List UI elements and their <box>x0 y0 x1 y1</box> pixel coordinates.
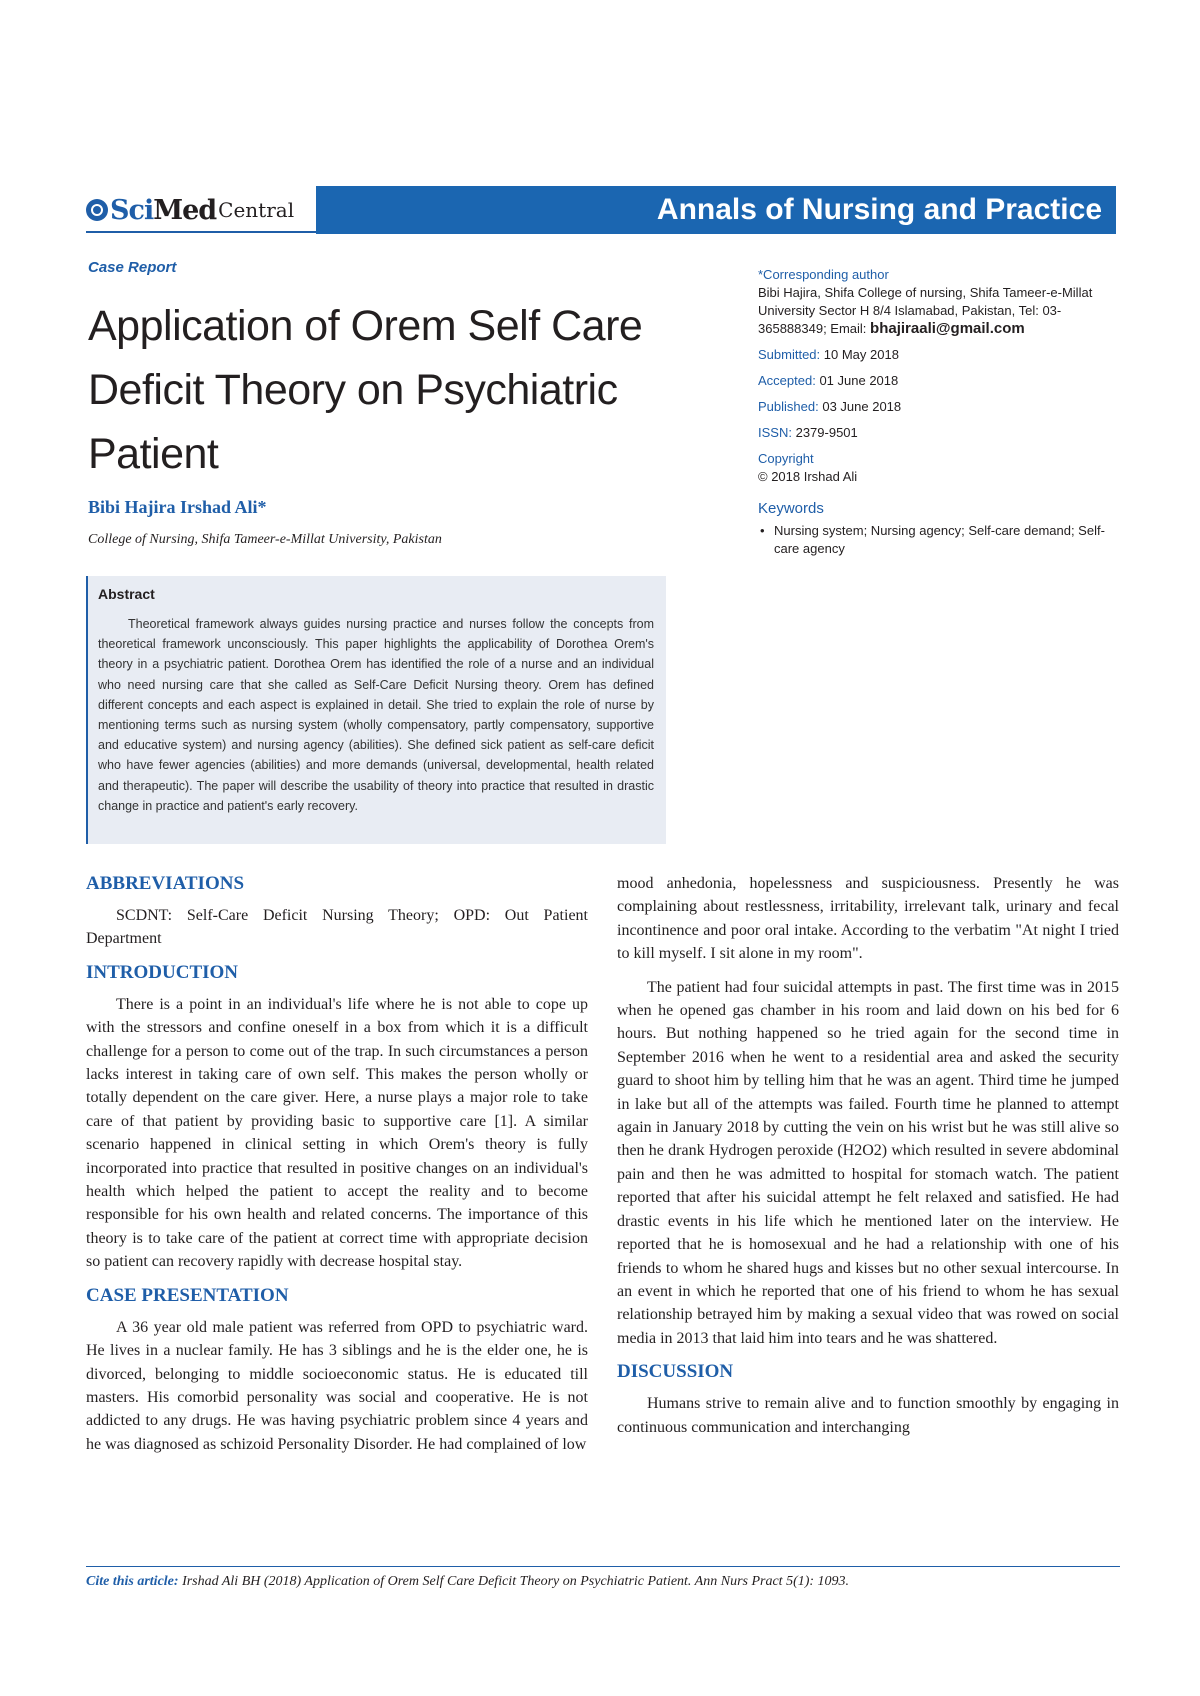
copyright-value: © 2018 Irshad Ali <box>758 469 858 484</box>
cite-label: Cite this article: <box>86 1574 179 1589</box>
logo-central: Central <box>218 198 295 222</box>
introduction-heading: INTRODUCTION <box>86 961 239 983</box>
citation <box>86 1574 849 1590</box>
logo-sci: Sci <box>110 194 154 226</box>
submitted-date <box>758 346 1120 364</box>
keywords-label: Keywords <box>758 500 824 517</box>
suicidal-attempts-text: The patient had four suicidal attempts in past. The first time was in 2015 when he opened gas chamber in his room and laid down on his bed for 6 hours. But nothing happened so he tried again for the second time in September 2016 when he went to a residential area and asked the security guard to shoot him by telling him that he was an agent. Third time he jumped in lake but all of the attempts was failed. Fourth time he planned to attempt again in January 2018 by cutting the vein on his wrist but he was still alive so then he drank Hydrogen peroxide (H2O2) which resulted in severe abdominal pain and then he was admitted to hospital for stomach watch. The patient reported that after his suicidal attempt he felt relaxed and satisfied. He had drastic events in his life which he mentioned later on the interview. He reported that he is homosexual and he had a relationship with one of his friends to whom he shared hugs and kisses but no other sexual intercourse. In an event in which he reported that one of his friend to whom he has sexual relationship betrayed him by making a sexual video that was rowed on social media in 2013 that laid him into tears and he was shattered. <box>617 978 1119 1347</box>
published-value: 03 June 2018 <box>822 399 902 414</box>
case-presentation-text: A 36 year old male patient was referred from OPD to psychiatric ward. He lives in a nuclear family. He has 3 siblings and he is the elder one, he is divorced, belonging to middle socioeconomic status. He is educated till masters. His comorbid personality was social and cooperative. He is not addicted to any drugs. He was having psychiatric problem since 4 years and he was diagnosed as schizoid Personality Disorder. He had complained of low <box>86 1318 588 1453</box>
footer-rule <box>86 1566 1120 1567</box>
accepted-label: Accepted: <box>758 373 816 388</box>
abstract-text: Theoretical framework always guides nursing practice and nurses follow the concepts from theoretical framework unconsciously. This paper highlights the applicability of Dorothea Orem's theory in a psychiatric patient. Dorothea Orem has identified the role of a nurse and an individual who need nursing care that she called as Self-Care Deficit Nursing theory. Orem has defined different concepts and each aspect is explained in detail. She tried to explain the role of nurse by mentioning terms such as nursing system (wholly compensatory, partly compensatory, supportive and educative system) and nursing agency (abilities). She defined sick patient as self-care deficit who have fewer agencies (abilities) and more demands (universal, developmental, health related and therapeutic). The paper will describe the usability of theory into practice that resulted in drastic change in practice and patient's early recovery. <box>98 617 654 813</box>
abstract-title: Abstract <box>98 586 155 602</box>
author-email[interactable]: bhajiraali@gmail.com <box>870 320 1025 337</box>
logo-underline <box>86 231 318 233</box>
article-title: Application of Orem Self Care Deficit Theory on Psychiatric Patient <box>88 302 643 478</box>
logo-med: Med <box>153 194 217 226</box>
issn <box>758 424 1120 442</box>
published-label: Published: <box>758 399 819 414</box>
publisher-logo <box>86 186 294 234</box>
body-right-column <box>617 872 1119 1449</box>
abstract-box <box>86 576 666 844</box>
copyright-label: Copyright <box>758 451 814 466</box>
case-presentation-heading: CASE PRESENTATION <box>86 1284 289 1306</box>
abbreviations-text: SCDNT: Self-Care Deficit Nursing Theory; OPD: Out Patient Department <box>86 907 588 948</box>
case-presentation-continued: mood anhedonia, hopelessness and suspiciousness. Presently he was complaining about restlessness, irritability, irrelevant talk, urinary and fecal incontinence and poor oral intake. According to the verbatim "At night I tried to kill myself. I sit alone in my room". <box>617 875 1119 963</box>
issn-value: 2379-9501 <box>795 425 858 440</box>
corresponding-label: *Corresponding author <box>758 267 889 282</box>
corresponding-author <box>758 266 1120 338</box>
keywords-list <box>758 522 1120 558</box>
introduction-text: There is a point in an individual's life where he is not able to cope up with the stressors and confine oneself in a box from which it is a difficult challenge for a person to come out of the trap. In such circumstances a person lacks interest in taking care of own self. This makes the person wholly or totally dependent on the care giver. Here, a nurse plays a major role to take care of that patient by providing basic to supportive care [1]. A similar scenario happened in clinical setting in which Orem's theory is fully incorporated into practice that resulted in positive changes on an individual's health which helped the patient to accept the reality and to become responsible for his own health and related concerns. The importance of this theory is to take care of the patient at correct time with appropriate decision so patient can recovery rapidly with decrease hospital stay. <box>86 995 588 1271</box>
author-affiliation: College of Nursing, Shifa Tameer-e-Millat University, Pakistan <box>88 532 442 547</box>
cite-text: Irshad Ali BH (2018) Application of Orem Self Care Deficit Theory on Psychiatric Patient. Ann Nurs Pract 5(1): 1093. <box>182 1574 850 1589</box>
submitted-label: Submitted: <box>758 347 821 362</box>
issn-label: ISSN: <box>758 425 792 440</box>
discussion-heading: DISCUSSION <box>617 1361 734 1383</box>
article-type: Case Report <box>88 259 177 276</box>
discussion-text: Humans strive to remain alive and to function smoothly by engaging in continuous communication and interchanging <box>617 1395 1119 1436</box>
copyright <box>758 450 1120 486</box>
journal-name-banner: Annals of Nursing and Practice <box>316 186 1116 234</box>
author-name: Bibi Hajira Irshad Ali* <box>88 497 267 517</box>
accepted-value: 01 June 2018 <box>819 373 899 388</box>
corresponding-text: Bibi Hajira, Shifa College of nursing, Shifa Tameer-e-Millat University Sector H 8/4 Islamabad, Pakistan, Tel: 03-365888349; Email: <box>758 285 1093 336</box>
body-left-column <box>86 872 588 1466</box>
submitted-value: 10 May 2018 <box>823 347 899 362</box>
published-date <box>758 398 1120 416</box>
keywords-item: • Nursing system; Nursing agency; Self-care demand; Self-care agency <box>770 522 1120 558</box>
accepted-date <box>758 372 1120 390</box>
globe-icon <box>86 199 108 221</box>
abbreviations-heading: ABBREVIATIONS <box>86 873 245 894</box>
article-metadata <box>758 266 1120 558</box>
